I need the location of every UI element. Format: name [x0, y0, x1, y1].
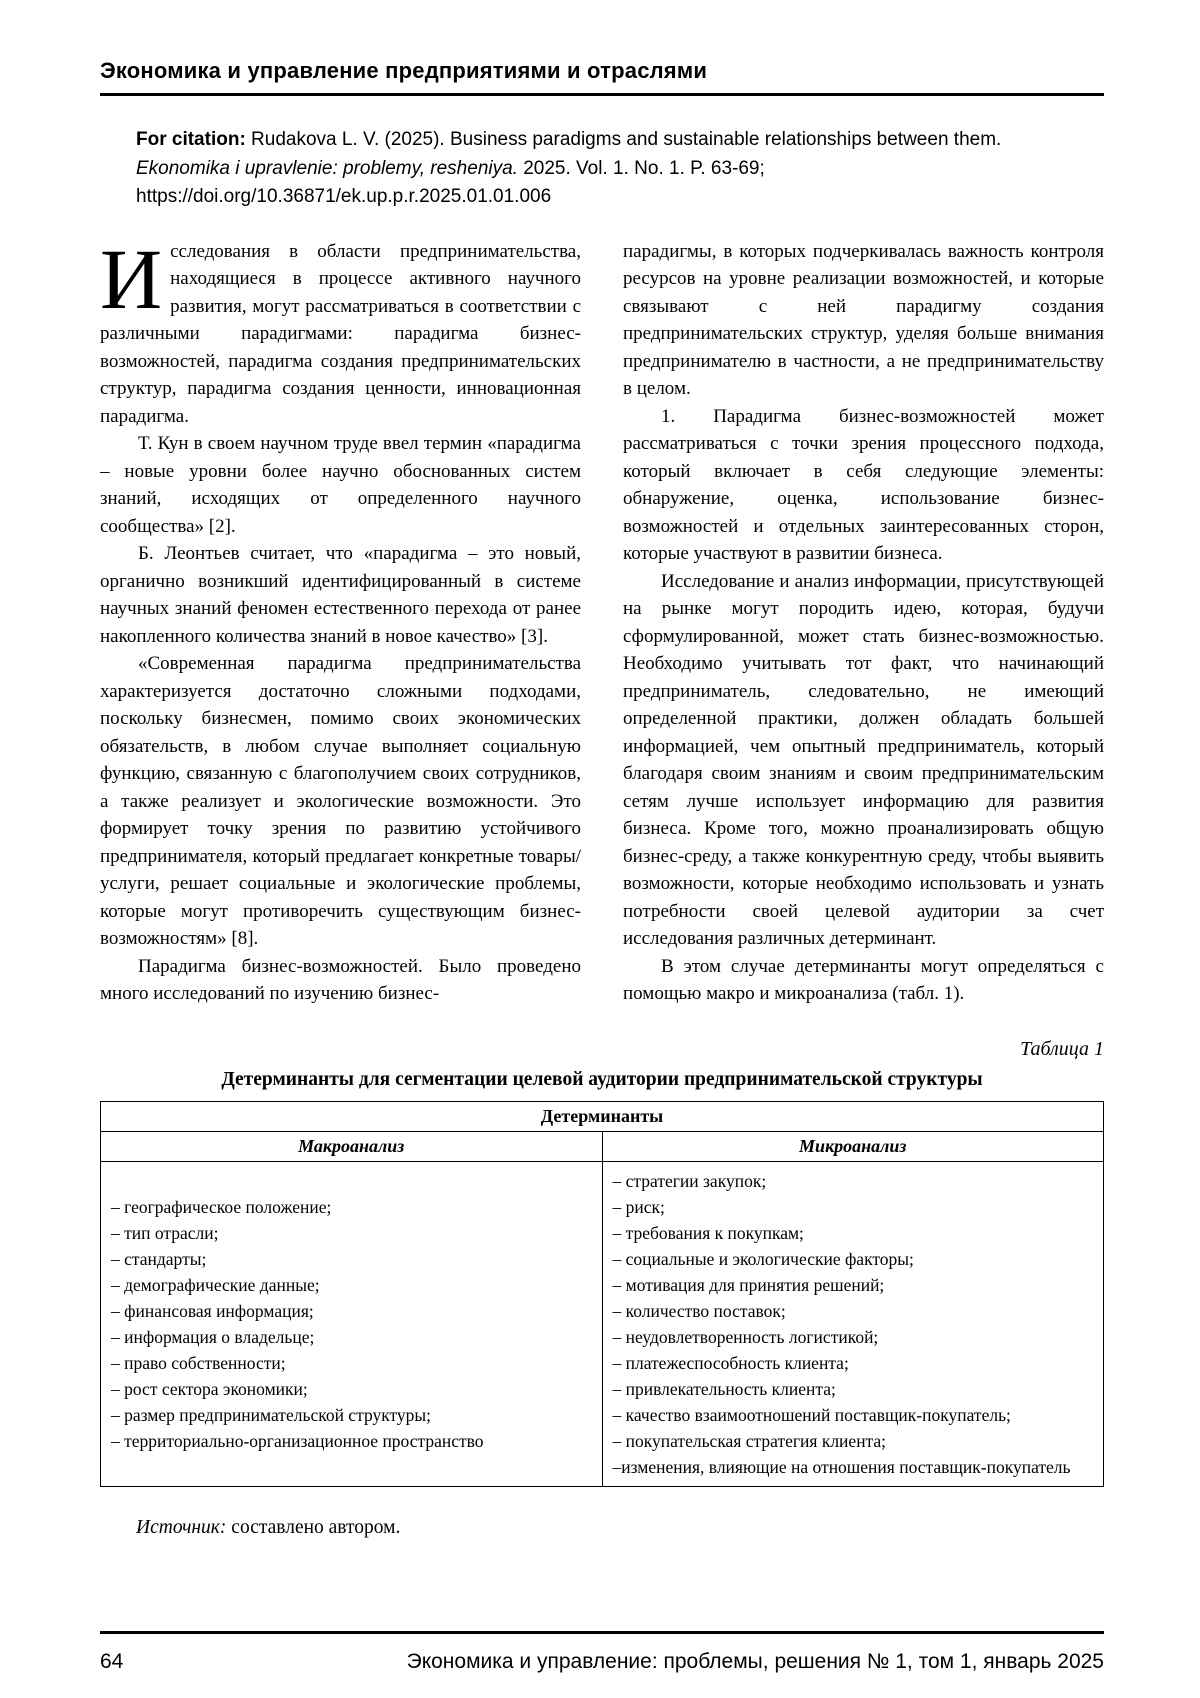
column-header-macro: Макроанализ: [101, 1131, 603, 1161]
macro-list: [111, 1194, 592, 1454]
source-text: составлено автором.: [226, 1516, 401, 1538]
list-item: – платежеспособность клиента;: [612, 1352, 849, 1373]
citation-details: 2025. Vol. 1. No. 1. P. 63-69;: [517, 157, 765, 179]
paragraph-text: сследования в области предпринимательства, находящиеся в процессе активного научного развития, могут рассматриваться в соответствии с различными парадигмами: парадигма бизнес-возможностей, парадигма создания предпринимательских структур, парадигма создания ценности, инновационная парадигма.: [100, 240, 581, 427]
column-header-micro: Микроанализ: [602, 1131, 1104, 1161]
paragraph: Исследование и анализ информации, присутствующей на рынке могут породить идею, которая, будучи сформулированной, может стать бизнес-возможностью. Необходимо учитывать тот факт, что начинающий предприниматель, следовательно, не имеющий определенной практики, должен обладать большей информацией, чем опытный предприниматель, который благодаря своим знаниям и своим предпринимательским сетям лучше использует информацию для развития бизнеса. Кроме того, можно проанализировать общую бизнес-среду, а также конкурентную среду, чтобы выявить возможности, которые необходимо использовать и узнать потребности своей целевой аудитории за счет исследования различных детерминант.: [623, 570, 1104, 949]
right-column: [623, 238, 1104, 1008]
table-header-cell: Детерминанты: [101, 1101, 1104, 1131]
table-title: Детерминанты для сегментации целевой аудитории предпринимательской структуры: [221, 1068, 983, 1090]
macro-cell: [101, 1161, 603, 1486]
list-item: – социальные и экологические факторы;: [612, 1248, 914, 1269]
paragraph: В этом случае детерминанты могут определяться с помощью макро и микроанализа (табл. 1).: [623, 955, 1104, 1004]
source-label: Источник:: [136, 1516, 227, 1538]
page-footer: [100, 1631, 1104, 1674]
list-item: – информация о владельце;: [111, 1326, 315, 1347]
citation-text: Rudakova L. V. (2025). Business paradigms and sustainable relationships between them.: [245, 129, 1002, 150]
list-item: – неудовлетворенность логистикой;: [612, 1326, 879, 1347]
doi-link[interactable]: https://doi.org/10.36871/ek.up.p.r.2025.01.01.006: [136, 186, 552, 207]
table-caption: Таблица 1: [1020, 1037, 1104, 1060]
micro-list: [613, 1168, 1094, 1480]
citation-block: [136, 126, 1024, 212]
list-item: – стратегии закупок;: [612, 1170, 767, 1191]
paragraph-continued: парадигмы, в которых подчеркивалась важность контроля ресурсов на уровне реализации возможностей, и которые связывают с ней парадигму создания предпринимательских структур, уделяя больше внимания предпринимателю в частности, а не предпринимательству в целом.: [623, 240, 1104, 399]
table-body-row: [101, 1161, 1104, 1486]
list-item: – риск;: [612, 1196, 665, 1217]
header-rule: [100, 93, 1104, 96]
list-item: – финансовая информация;: [111, 1300, 314, 1321]
paragraph: Парадигма бизнес-возможностей. Было проведено много исследований по изучению бизнес-: [100, 955, 581, 1004]
list-item: – покупательская стратегия клиента;: [612, 1430, 887, 1451]
list-item: – рост сектора экономики;: [111, 1378, 308, 1399]
list-item: – территориально-организационное пространство: [111, 1430, 484, 1451]
paragraph: Б. Леонтьев считает, что «парадигма – это новый, органично возникший идентифицированный в системе научных знаний феномен естественного перехода от ранее накопленного количества знаний в новое качество» [3].: [100, 543, 581, 647]
left-column: [100, 230, 581, 1008]
footer-journal-line: Экономика и управление: проблемы, решения № 1, том 1, январь 2025: [406, 1650, 1104, 1673]
running-head: Экономика и управление предприятиями и отраслями: [100, 58, 708, 83]
list-item: – размер предпринимательской структуры;: [111, 1404, 432, 1425]
list-item: – мотивация для принятия решений;: [612, 1274, 885, 1295]
list-item: – качество взаимоотношений поставщик-покупатель;: [612, 1404, 1011, 1425]
citation-label: For citation:: [136, 129, 246, 150]
paragraph: 1. Парадигма бизнес-возможностей может рассматриваться с точки зрения процессного подхода, который включает в себя следующие элементы: обнаружение, оценка, использование бизнес-возможностей и отдельных заинтересованных сторон, которые участвуют в развитии бизнеса.: [623, 405, 1104, 564]
list-item: – требования к покупкам;: [612, 1222, 804, 1243]
table-subheader-row: [101, 1131, 1104, 1161]
list-item: – право собственности;: [111, 1352, 286, 1373]
list-item: – демографические данные;: [111, 1274, 320, 1295]
paragraph: «Современная парадигма предпринимательства характеризуется достаточно сложными подходами, поскольку бизнесмен, помимо своих экономических обязательств, в любом случае выполняет социальную функцию, связанную с благополучием своих сотрудников, а также реализует и экологические возможности. Это формирует точку зрения по развитию устойчивого предпринимателя, который предлагает конкретные товары/услуги, решает социальные и экологические проблемы, которые могут противоречить существующим бизнес-возможностям» [8].: [100, 653, 581, 949]
list-item: – привлекательность клиента;: [612, 1378, 836, 1399]
article-body: [100, 230, 1104, 1008]
drop-cap: И: [100, 230, 163, 327]
determinants-table: [100, 1101, 1104, 1487]
list-item: –изменения, влияющие на отношения поставщик-покупатель: [612, 1456, 1071, 1477]
table-header-row: [101, 1101, 1104, 1131]
list-item: – географическое положение;: [111, 1196, 332, 1217]
page-number: 64: [100, 1650, 124, 1673]
source-note: [136, 1517, 1104, 1539]
list-item: – стандарты;: [111, 1248, 207, 1269]
list-item: – тип отрасли;: [111, 1222, 219, 1243]
table-block: [100, 1038, 1104, 1487]
paragraph-lead: [100, 230, 581, 431]
list-item: – количество поставок;: [612, 1300, 786, 1321]
citation-journal-title: Ekonomika i upravlenie: problemy, resheniya.: [136, 157, 518, 179]
paragraph: Т. Кун в своем научном труде ввел термин «парадигма – новые уровни более научно обоснованных систем знаний, исходящих от определенного научного сообщества» [2].: [100, 433, 581, 537]
micro-cell: [602, 1161, 1104, 1486]
